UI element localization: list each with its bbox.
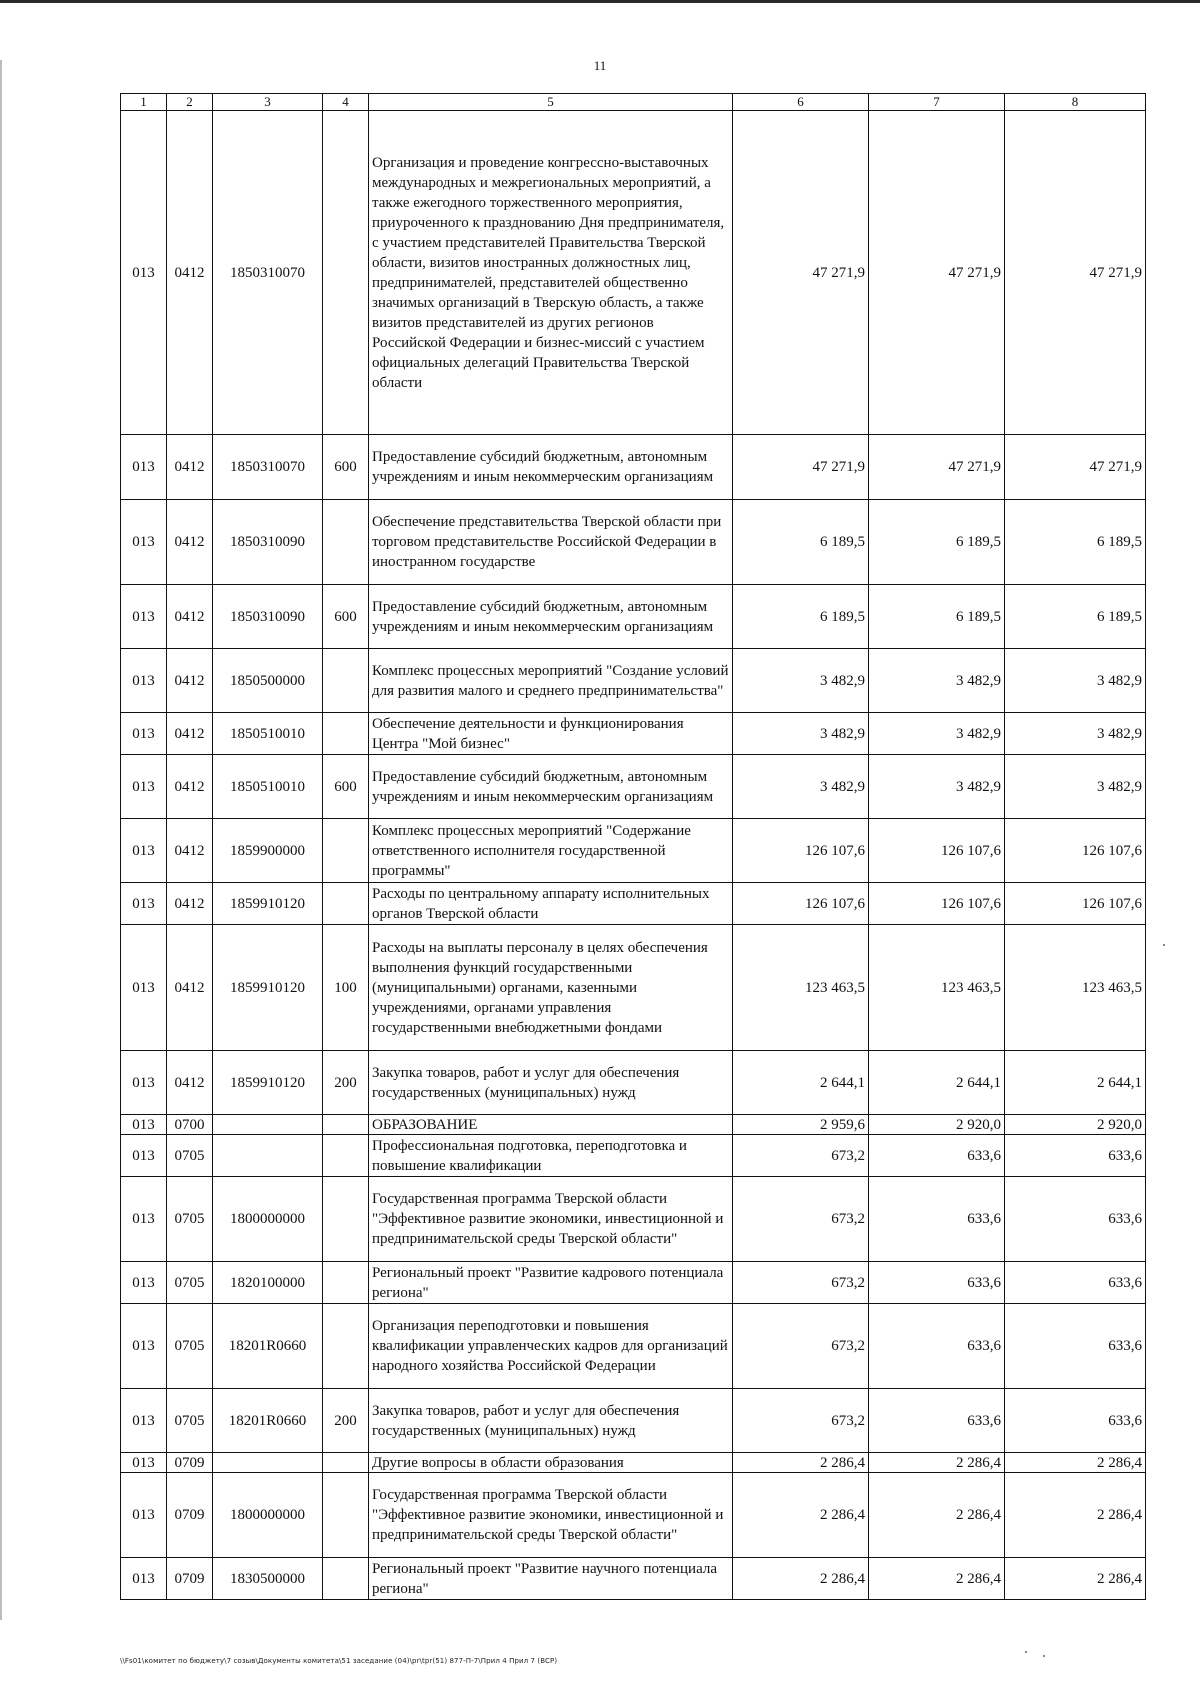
- cell-target-article: [213, 1115, 323, 1135]
- cell-amount-year2: 126 107,6: [869, 819, 1005, 883]
- cell-section-code: 0705: [167, 1177, 213, 1262]
- cell-admin-code: 013: [121, 1262, 167, 1304]
- cell-admin-code: 013: [121, 111, 167, 435]
- cell-amount-year2: 126 107,6: [869, 883, 1005, 925]
- cell-expense-type: [323, 1304, 369, 1389]
- cell-description: Комплекс процессных мероприятий "Создание условий для развития малого и среднего предпринимательства": [369, 649, 733, 713]
- cell-description: Комплекс процессных мероприятий "Содержание ответственного исполнителя государственной программы": [369, 819, 733, 883]
- table-row: [121, 819, 1146, 883]
- cell-admin-code: 013: [121, 585, 167, 649]
- cell-section-code: 0412: [167, 883, 213, 925]
- cell-section-code: 0412: [167, 1051, 213, 1115]
- cell-amount-year2: 3 482,9: [869, 755, 1005, 819]
- cell-admin-code: 013: [121, 435, 167, 500]
- cell-admin-code: 013: [121, 1135, 167, 1177]
- cell-amount-year1: 126 107,6: [733, 883, 869, 925]
- cell-description: Предоставление субсидий бюджетным, автономным учреждениям и иным некоммерческим организациям: [369, 585, 733, 649]
- cell-section-code: 0705: [167, 1262, 213, 1304]
- cell-amount-year1: 2 286,4: [733, 1473, 869, 1558]
- cell-admin-code: 013: [121, 1051, 167, 1115]
- cell-expense-type: [323, 713, 369, 755]
- cell-section-code: 0412: [167, 111, 213, 435]
- cell-section-code: 0412: [167, 649, 213, 713]
- table-row: [121, 1473, 1146, 1558]
- cell-expense-type: [323, 1453, 369, 1473]
- table-row: [121, 1558, 1146, 1600]
- cell-amount-year3: 47 271,9: [1005, 111, 1146, 435]
- cell-expense-type: [323, 1115, 369, 1135]
- cell-amount-year3: 2 286,4: [1005, 1453, 1146, 1473]
- cell-amount-year3: 3 482,9: [1005, 755, 1146, 819]
- cell-description: Организация и проведение конгрессно-выставочных международных и межрегиональных мероприятий, а также ежегодного торжественного мероприятия, приуроченного к празднованию Дня предпринимателя, с участием представителей Правительства Тверской области, визитов иностранных должностных лиц, предпринимателей, представителей общественно значимых организаций в Тверскую область, а также визитов представителей из других регионов Российской Федерации и бизнес-миссий с участием официальных делегаций Правительства Тверской области: [369, 111, 733, 435]
- cell-amount-year1: 2 286,4: [733, 1558, 869, 1600]
- cell-expense-type: 600: [323, 585, 369, 649]
- cell-amount-year1: 673,2: [733, 1177, 869, 1262]
- cell-admin-code: 013: [121, 819, 167, 883]
- cell-section-code: 0412: [167, 755, 213, 819]
- scan-speck: [1025, 1651, 1027, 1653]
- cell-amount-year1: 2 644,1: [733, 1051, 869, 1115]
- cell-target-article: 1820100000: [213, 1262, 323, 1304]
- cell-amount-year1: 6 189,5: [733, 585, 869, 649]
- cell-expense-type: 600: [323, 755, 369, 819]
- cell-target-article: 18201R0660: [213, 1304, 323, 1389]
- cell-target-article: 1800000000: [213, 1473, 323, 1558]
- cell-target-article: 1850500000: [213, 649, 323, 713]
- cell-section-code: 0705: [167, 1304, 213, 1389]
- cell-section-code: 0412: [167, 435, 213, 500]
- table-row: [121, 1115, 1146, 1135]
- cell-expense-type: [323, 500, 369, 585]
- cell-expense-type: [323, 1177, 369, 1262]
- cell-amount-year1: 673,2: [733, 1262, 869, 1304]
- cell-amount-year1: 47 271,9: [733, 111, 869, 435]
- cell-amount-year2: 2 644,1: [869, 1051, 1005, 1115]
- table-row: [121, 1453, 1146, 1473]
- cell-admin-code: 013: [121, 925, 167, 1051]
- cell-admin-code: 013: [121, 755, 167, 819]
- cell-amount-year2: 633,6: [869, 1177, 1005, 1262]
- cell-section-code: 0412: [167, 819, 213, 883]
- cell-section-code: 0700: [167, 1115, 213, 1135]
- table-row: [121, 1135, 1146, 1177]
- cell-description: Организация переподготовки и повышения квалификации управленческих кадров для организаций народного хозяйства Российской Федерации: [369, 1304, 733, 1389]
- cell-amount-year3: 6 189,5: [1005, 500, 1146, 585]
- cell-section-code: 0709: [167, 1473, 213, 1558]
- header-cell: 1: [121, 94, 167, 111]
- cell-amount-year2: 3 482,9: [869, 649, 1005, 713]
- cell-amount-year3: 3 482,9: [1005, 713, 1146, 755]
- header-cell: 4: [323, 94, 369, 111]
- footer-file-path: \\Fs01\комитет по бюджету\7 созыв\Документы комитета\51 заседание (04)\pr\tpr(51) 877-П-7\Прил 4 Прил 7 (BCP): [120, 1657, 558, 1665]
- cell-amount-year2: 6 189,5: [869, 585, 1005, 649]
- table-row: [121, 111, 1146, 435]
- scan-speck: [1043, 1655, 1045, 1657]
- cell-target-article: 1850310070: [213, 111, 323, 435]
- cell-admin-code: 013: [121, 1304, 167, 1389]
- header-cell: 7: [869, 94, 1005, 111]
- scan-border-left: [0, 60, 2, 1620]
- cell-amount-year2: 3 482,9: [869, 713, 1005, 755]
- cell-target-article: 18201R0660: [213, 1389, 323, 1453]
- cell-amount-year3: 126 107,6: [1005, 819, 1146, 883]
- cell-admin-code: 013: [121, 1115, 167, 1135]
- cell-amount-year1: 673,2: [733, 1135, 869, 1177]
- cell-expense-type: [323, 1558, 369, 1600]
- cell-description: Предоставление субсидий бюджетным, автономным учреждениям и иным некоммерческим организациям: [369, 435, 733, 500]
- scan-border-top: [0, 0, 1200, 3]
- cell-description: Государственная программа Тверской области "Эффективное развитие экономики, инвестиционной и предпринимательской среды Тверской области": [369, 1473, 733, 1558]
- cell-amount-year3: 633,6: [1005, 1389, 1146, 1453]
- cell-expense-type: 200: [323, 1389, 369, 1453]
- cell-description: Расходы на выплаты персоналу в целях обеспечения выполнения функций государственными (муниципальными) органами, казенными учреждениями, органами управления государственными внебюджетными фондами: [369, 925, 733, 1051]
- cell-expense-type: [323, 1473, 369, 1558]
- cell-amount-year2: 2 286,4: [869, 1558, 1005, 1600]
- cell-amount-year3: 633,6: [1005, 1177, 1146, 1262]
- table-row: [121, 1177, 1146, 1262]
- cell-target-article: 1850310070: [213, 435, 323, 500]
- cell-amount-year3: 6 189,5: [1005, 585, 1146, 649]
- cell-amount-year2: 47 271,9: [869, 435, 1005, 500]
- cell-amount-year2: 633,6: [869, 1304, 1005, 1389]
- cell-amount-year2: 2 286,4: [869, 1473, 1005, 1558]
- cell-target-article: 1850510010: [213, 713, 323, 755]
- cell-amount-year3: 2 920,0: [1005, 1115, 1146, 1135]
- scan-speck: [1163, 944, 1165, 946]
- cell-description: Расходы по центральному аппарату исполнительных органов Тверской области: [369, 883, 733, 925]
- cell-expense-type: [323, 111, 369, 435]
- cell-target-article: 1830500000: [213, 1558, 323, 1600]
- table-row: [121, 1051, 1146, 1115]
- cell-target-article: 1859910120: [213, 883, 323, 925]
- table-row: [121, 755, 1146, 819]
- cell-amount-year1: 673,2: [733, 1389, 869, 1453]
- cell-admin-code: 013: [121, 1473, 167, 1558]
- cell-description: ОБРАЗОВАНИЕ: [369, 1115, 733, 1135]
- cell-expense-type: 600: [323, 435, 369, 500]
- page-number: 11: [593, 58, 607, 73]
- cell-section-code: 0705: [167, 1389, 213, 1453]
- cell-target-article: [213, 1453, 323, 1473]
- cell-expense-type: [323, 883, 369, 925]
- cell-description: Региональный проект "Развитие кадрового потенциала региона": [369, 1262, 733, 1304]
- cell-expense-type: [323, 819, 369, 883]
- cell-amount-year2: 47 271,9: [869, 111, 1005, 435]
- cell-amount-year3: 633,6: [1005, 1135, 1146, 1177]
- header-cell: 3: [213, 94, 323, 111]
- cell-admin-code: 013: [121, 1389, 167, 1453]
- cell-description: Предоставление субсидий бюджетным, автономным учреждениям и иным некоммерческим организациям: [369, 755, 733, 819]
- cell-description: Обеспечение деятельности и функционирования Центра "Мой бизнес": [369, 713, 733, 755]
- table-row: [121, 1304, 1146, 1389]
- cell-amount-year3: 2 644,1: [1005, 1051, 1146, 1115]
- cell-amount-year1: 673,2: [733, 1304, 869, 1389]
- cell-amount-year1: 2 959,6: [733, 1115, 869, 1135]
- cell-admin-code: 013: [121, 1453, 167, 1473]
- cell-amount-year1: 3 482,9: [733, 713, 869, 755]
- table-row: [121, 585, 1146, 649]
- cell-section-code: 0412: [167, 585, 213, 649]
- cell-admin-code: 013: [121, 1177, 167, 1262]
- cell-admin-code: 013: [121, 713, 167, 755]
- cell-admin-code: 013: [121, 649, 167, 713]
- cell-amount-year2: 633,6: [869, 1262, 1005, 1304]
- cell-amount-year2: 6 189,5: [869, 500, 1005, 585]
- cell-description: Профессиональная подготовка, переподготовка и повышение квалификации: [369, 1135, 733, 1177]
- cell-section-code: 0709: [167, 1453, 213, 1473]
- table-row: [121, 713, 1146, 755]
- cell-target-article: 1850310090: [213, 585, 323, 649]
- table-row: [121, 883, 1146, 925]
- cell-expense-type: [323, 1135, 369, 1177]
- cell-expense-type: [323, 649, 369, 713]
- cell-admin-code: 013: [121, 883, 167, 925]
- header-cell: 2: [167, 94, 213, 111]
- cell-section-code: 0705: [167, 1135, 213, 1177]
- cell-amount-year2: 2 920,0: [869, 1115, 1005, 1135]
- cell-amount-year3: 47 271,9: [1005, 435, 1146, 500]
- table-row: [121, 500, 1146, 585]
- cell-target-article: 1850510010: [213, 755, 323, 819]
- cell-amount-year1: 3 482,9: [733, 755, 869, 819]
- header-row: [121, 94, 1146, 111]
- cell-description: Другие вопросы в области образования: [369, 1453, 733, 1473]
- cell-target-article: 1859910120: [213, 925, 323, 1051]
- cell-description: Государственная программа Тверской области "Эффективное развитие экономики, инвестиционной и предпринимательской среды Тверской области": [369, 1177, 733, 1262]
- cell-amount-year1: 3 482,9: [733, 649, 869, 713]
- cell-section-code: 0412: [167, 500, 213, 585]
- cell-amount-year1: 123 463,5: [733, 925, 869, 1051]
- cell-expense-type: 100: [323, 925, 369, 1051]
- table-row: [121, 435, 1146, 500]
- cell-description: Региональный проект "Развитие научного потенциала региона": [369, 1558, 733, 1600]
- cell-amount-year3: 633,6: [1005, 1304, 1146, 1389]
- cell-amount-year2: 2 286,4: [869, 1453, 1005, 1473]
- table-row: [121, 649, 1146, 713]
- cell-section-code: 0709: [167, 1558, 213, 1600]
- cell-expense-type: 200: [323, 1051, 369, 1115]
- cell-amount-year3: 2 286,4: [1005, 1558, 1146, 1600]
- cell-amount-year3: 633,6: [1005, 1262, 1146, 1304]
- cell-amount-year3: 126 107,6: [1005, 883, 1146, 925]
- cell-amount-year1: 2 286,4: [733, 1453, 869, 1473]
- cell-expense-type: [323, 1262, 369, 1304]
- table-row: [121, 1262, 1146, 1304]
- budget-table: [120, 93, 1146, 1600]
- cell-amount-year3: 2 286,4: [1005, 1473, 1146, 1558]
- header-cell: 8: [1005, 94, 1146, 111]
- header-cell: 5: [369, 94, 733, 111]
- cell-amount-year1: 47 271,9: [733, 435, 869, 500]
- table-row: [121, 1389, 1146, 1453]
- cell-target-article: 1859900000: [213, 819, 323, 883]
- cell-amount-year3: 123 463,5: [1005, 925, 1146, 1051]
- cell-target-article: 1800000000: [213, 1177, 323, 1262]
- cell-amount-year1: 126 107,6: [733, 819, 869, 883]
- cell-amount-year3: 3 482,9: [1005, 649, 1146, 713]
- cell-target-article: [213, 1135, 323, 1177]
- cell-target-article: 1859910120: [213, 1051, 323, 1115]
- cell-description: Обеспечение представительства Тверской области при торговом представительстве Российской Федерации в иностранном государстве: [369, 500, 733, 585]
- cell-description: Закупка товаров, работ и услуг для обеспечения государственных (муниципальных) нужд: [369, 1051, 733, 1115]
- cell-description: Закупка товаров, работ и услуг для обеспечения государственных (муниципальных) нужд: [369, 1389, 733, 1453]
- cell-target-article: 1850310090: [213, 500, 323, 585]
- cell-amount-year2: 123 463,5: [869, 925, 1005, 1051]
- cell-amount-year1: 6 189,5: [733, 500, 869, 585]
- cell-section-code: 0412: [167, 925, 213, 1051]
- cell-section-code: 0412: [167, 713, 213, 755]
- table-row: [121, 925, 1146, 1051]
- cell-admin-code: 013: [121, 1558, 167, 1600]
- cell-amount-year2: 633,6: [869, 1135, 1005, 1177]
- header-cell: 6: [733, 94, 869, 111]
- cell-amount-year2: 633,6: [869, 1389, 1005, 1453]
- cell-admin-code: 013: [121, 500, 167, 585]
